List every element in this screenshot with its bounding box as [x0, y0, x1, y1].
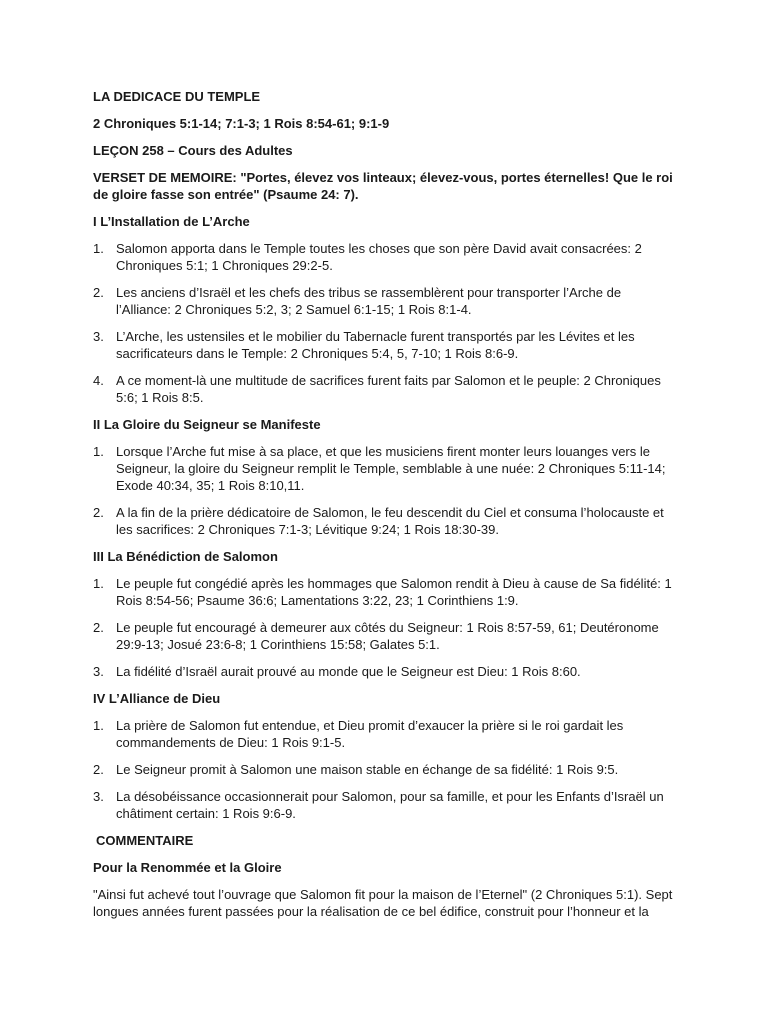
list-item-number: 3. [93, 789, 104, 804]
list-item-text: L’Arche, les ustensiles et le mobilier du Tabernacle furent transportés par les Lévites et les sacrificateurs dans le Temple: 2 Chroniques 5:4, 5, 7-10; 1 Rois 8:6-9. [116, 329, 635, 361]
section-list [93, 575, 673, 680]
section-list [93, 443, 673, 538]
section-list [93, 717, 673, 822]
commentary-subheading: Pour la Renommée et la Gloire [93, 860, 282, 875]
list-item-text: A la fin de la prière dédicatoire de Salomon, le feu descendit du Ciel et consuma l’holocauste et les sacrifices: 2 Chroniques 7:1-3; Lévitique 9:24; 1 Rois 18:30-39. [116, 505, 664, 537]
scripture-reference: 2 Chroniques 5:1-14; 7:1-3; 1 Rois 8:54-61; 9:1-9 [93, 116, 390, 131]
list-item-number: 2. [93, 285, 104, 300]
list-item-number: 2. [93, 620, 104, 635]
list-item-number: 4. [93, 373, 104, 388]
lesson-label: LEÇON 258 – Cours des Adultes [93, 143, 293, 158]
section-heading: III La Bénédiction de Salomon [93, 549, 278, 564]
list-item [93, 717, 673, 751]
list-item-number: 2. [93, 505, 104, 520]
commentary-heading: COMMENTAIRE [96, 833, 194, 848]
list-item [93, 328, 673, 362]
list-item-text: Le Seigneur promit à Salomon une maison stable en échange de sa fidélité: 1 Rois 9:5. [116, 762, 619, 777]
list-item-number: 3. [93, 664, 104, 679]
list-item-number: 2. [93, 762, 104, 777]
list-item-text: Les anciens d’Israël et les chefs des tribus se rassemblèrent pour transporter l’Arche de l’Alliance: 2 Chroniques 5:2, 3; 2 Samuel 6:1-15; 1 Rois 8:1-4. [116, 285, 622, 317]
list-item-text: La fidélité d’Israël aurait prouvé au monde que le Seigneur est Dieu: 1 Rois 8:60. [116, 664, 581, 679]
list-item [93, 443, 673, 494]
list-item [93, 504, 673, 538]
list-item [93, 575, 673, 609]
list-item-number: 1. [93, 241, 104, 256]
list-item-text: A ce moment-là une multitude de sacrifices furent faits par Salomon et le peuple: 2 Chroniques 5:6; 1 Rois 8:5. [116, 373, 661, 405]
document-page [93, 88, 673, 930]
list-item [93, 619, 673, 653]
list-item-text: Lorsque l’Arche fut mise à sa place, et que les musiciens firent monter leurs louanges vers le Seigneur, la gloire du Seigneur remplit le Temple, semblable à une nuée: 2 Chroniques 5:11-14; Exode 40:34, 35; 1 Rois 8:10,11. [116, 444, 666, 493]
list-item [93, 761, 673, 778]
list-item-text: La prière de Salomon fut entendue, et Dieu promit d’exaucer la prière si le roi gardait les commandements de Dieu: 1 Rois 9:1-5. [116, 718, 624, 750]
list-item [93, 372, 673, 406]
section-heading: IV L’Alliance de Dieu [93, 691, 221, 706]
list-item [93, 663, 673, 680]
list-item-text: Salomon apporta dans le Temple toutes les choses que son père David avait consacrées: 2 Chroniques 5:1; 1 Chroniques 29:2-5. [116, 241, 642, 273]
list-item-text: Le peuple fut encouragé à demeurer aux côtés du Seigneur: 1 Rois 8:57-59, 61; Deutéronome 29:9-13; Josué 23:6-8; 1 Corinthiens 15:58; Galates 5:1. [116, 620, 659, 652]
document-title: LA DEDICACE DU TEMPLE [93, 89, 261, 104]
section-heading: I L’Installation de L’Arche [93, 214, 250, 229]
list-item [93, 240, 673, 274]
list-item-number: 1. [93, 444, 104, 459]
commentary-paragraph: "Ainsi fut achevé tout l’ouvrage que Salomon fit pour la maison de l’Eternel" (2 Chroniques 5:1). Sept longues années furent passées pour la réalisation de ce bel édifice, construit pour l’honneur et la [93, 887, 673, 919]
memory-verse: VERSET DE MEMOIRE: "Portes, élevez vos linteaux; élevez-vous, portes éternelles! Que le roi de gloire fasse son entrée" (Psaume 24: 7). [93, 170, 673, 202]
list-item-number: 3. [93, 329, 104, 344]
list-item-number: 1. [93, 718, 104, 733]
list-item-text: La désobéissance occasionnerait pour Salomon, pour sa famille, et pour les Enfants d’Israël un châtiment certain: 1 Rois 9:6-9. [116, 789, 664, 821]
list-item [93, 284, 673, 318]
list-item [93, 788, 673, 822]
section-list [93, 240, 673, 406]
section-heading: II La Gloire du Seigneur se Manifeste [93, 417, 321, 432]
outline-sections [93, 213, 673, 822]
list-item-text: Le peuple fut congédié après les hommages que Salomon rendit à Dieu à cause de Sa fidélité: 1 Rois 8:54-56; Psaume 36:6; Lamentations 3:22, 23; 1 Corinthiens 1:9. [116, 576, 672, 608]
list-item-number: 1. [93, 576, 104, 591]
